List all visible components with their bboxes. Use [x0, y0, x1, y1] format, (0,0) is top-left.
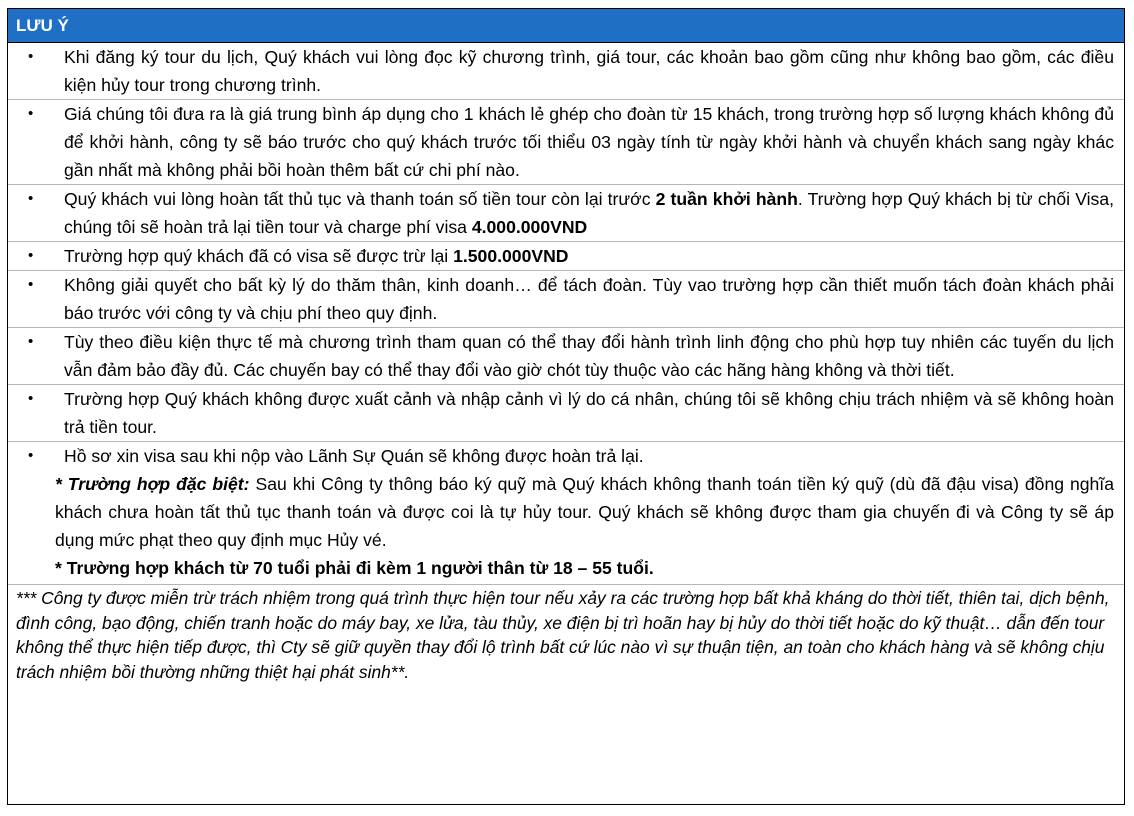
list-item [8, 442, 1124, 470]
list-item-text: Không giải quyết cho bất kỳ lý do thăm thân, kinh doanh… để tách đoàn. Tùy vao trường hợp cần thiết muốn tách đoàn khách phải báo trước với công ty và chịu phí theo quy định. [64, 275, 1114, 323]
list-item [8, 385, 1124, 442]
notes-header: LƯU Ý [8, 9, 1124, 43]
list-item-text: Trường hợp Quý khách không được xuất cảnh và nhập cảnh vì lý do cá nhân, chúng tôi sẽ không chịu trách nhiệm và sẽ không hoàn trả tiền tour. [64, 389, 1114, 437]
visa-deduction: 1.500.000VND [453, 246, 569, 266]
bullet-icon: • [28, 247, 34, 264]
visa-fee: 4.000.000VND [471, 217, 588, 237]
bullet-icon: • [28, 333, 34, 350]
bullet-icon: • [28, 48, 34, 65]
disclaimer-paragraph: *** Công ty được miễn trừ trách nhiệm trong quá trình thực hiện tour nếu xảy ra các trường hợp bất khả kháng do thời tiết, thiên tai, dịch bệnh, đình công, bạo động, chiến tranh hoặc do máy bay, xe lửa, tàu thủy, xe điện bị trì hoãn hay bị hủy do thời tiết hoặc do kỹ thuật… dẫn đến tour không thể thực hiện tiếp được, thì Cty sẽ giữ quyền thay đổi lộ trình bất cứ lúc nào vì sự thuận tiện, an toàn cho khách hàng và sẽ không chịu trách nhiệm bồi thường những thiệt hại phát sinh**. [16, 588, 1110, 682]
list-item [8, 328, 1124, 385]
list-item-text: Quý khách vui lòng hoàn tất thủ tục và thanh toán số tiền tour còn lại trước [64, 189, 656, 209]
special-case-text: Sau khi Công ty thông báo ký quỹ mà Quý khách không thanh toán tiền ký quỹ (dù đã đậu visa) đồng nghĩa khách chưa hoàn tất thủ tục thanh toán và được coi là tự hủy tour. Quý khách sẽ không được tham gia chuyến đi và Công ty sẽ áp dụng mức phạt theo quy định mục Hủy vé. [55, 474, 1114, 550]
bullet-icon: • [28, 276, 34, 293]
list-item-text: Hồ sơ xin visa sau khi nộp vào Lãnh Sự Quán sẽ không được hoàn trả lại. [64, 446, 644, 466]
list-item-text: Trường hợp quý khách đã có visa sẽ được trừ lại [64, 246, 454, 266]
list-item-text: Giá chúng tôi đưa ra là giá trung bình áp dụng cho 1 khách lẻ ghép cho đoàn từ 15 khách, trong trường hợp số lượng khách không đủ để khởi hành, công ty sẽ báo trước cho quý khách trước tối thiểu 03 ngày tính từ ngày khởi hành và chuyển khách sang ngày khác gần nhất mà không phải bồi hoàn thêm bất cứ chi phí nào. [64, 104, 1114, 180]
list-item [8, 100, 1124, 185]
list-item [8, 271, 1124, 328]
list-item-text: . Trường hợp Quý khách bị từ chối Visa, chúng tôi sẽ hoàn trả lại tiền tour và charge phí visa [64, 189, 1115, 237]
list-item [8, 242, 1124, 271]
list-item-text: Khi đăng ký tour du lịch, Quý khách vui lòng đọc kỹ chương trình, giá tour, các khoản bao gồm cũng như không bao gồm, các điều kiện hủy tour trong chương trình. [64, 47, 1114, 95]
notes-box [7, 8, 1125, 805]
bullet-icon: • [28, 390, 34, 407]
list-item [8, 185, 1124, 242]
bullet-icon: • [28, 190, 34, 207]
notes-list [8, 43, 1124, 470]
bullet-icon: • [28, 447, 34, 464]
list-item [8, 43, 1124, 100]
payment-deadline: 2 tuần khởi hành [655, 189, 798, 209]
special-case-label: * Trường hợp đặc biệt: [55, 474, 250, 494]
special-case-paragraph [8, 470, 1124, 554]
age-requirement-note: * Trường hợp khách từ 70 tuổi phải đi kèm 1 người thân từ 18 – 55 tuổi. [8, 554, 1124, 585]
list-item-text: Tùy theo điều kiện thực tế mà chương trình tham quan có thể thay đổi hành trình linh động cho phù hợp tuy nhiên các tuyến du lịch vẫn đảm bảo đầy đủ. Các chuyến bay có thể thay đổi vào giờ chót tùy thuộc vào các hãng hàng không và thời tiết. [64, 332, 1114, 380]
bullet-icon: • [28, 105, 34, 122]
